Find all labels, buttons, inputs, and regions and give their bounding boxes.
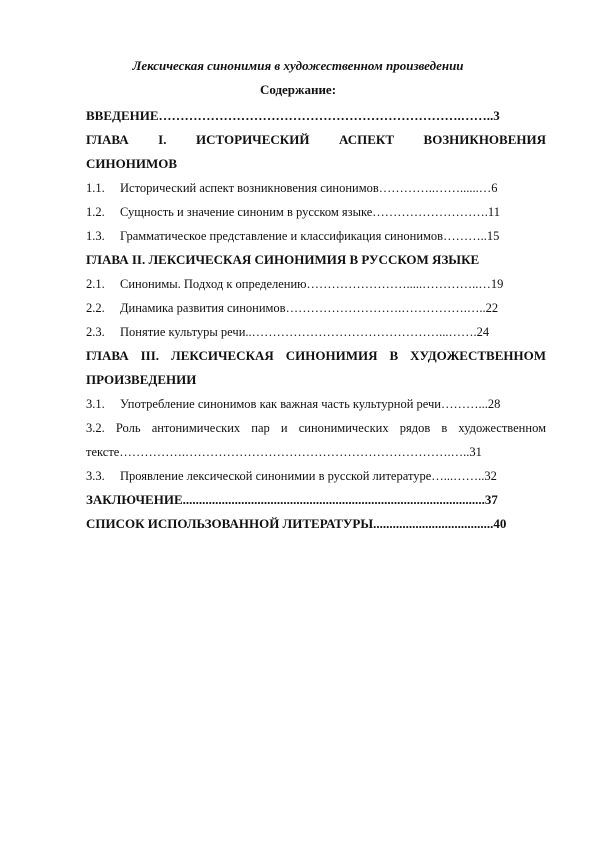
section-title: Понятие культуры речи..………………………………………...…….24 xyxy=(120,325,490,339)
section-number: 1.1. xyxy=(86,181,105,195)
toc-entry-3-1[interactable] xyxy=(86,392,546,416)
toc-chapter-2[interactable]: ГЛАВА II. ЛЕКСИЧЕСКАЯ СИНОНИМИЯ В РУССКОМ ЯЗЫКЕ xyxy=(86,252,480,267)
section-title-line-2: тексте…………….……………………………………………………….…..31 xyxy=(86,445,482,459)
toc-entry-2-1[interactable] xyxy=(86,272,546,296)
section-title: Употребление синонимов как важная часть культурной речи………...28 xyxy=(120,397,501,411)
toc-chapter-1-line-2[interactable]: СИНОНИМОВ xyxy=(86,156,177,171)
toc-entry-conclusion[interactable]: ЗАКЛЮЧЕНИЕ.............................................................................................37 xyxy=(86,492,498,507)
toc-entry-1-3[interactable] xyxy=(86,224,546,248)
section-number: 1.2. xyxy=(86,205,105,219)
toc-chapter-3-line-2[interactable]: ПРОИЗВЕДЕНИИ xyxy=(86,372,197,387)
section-title: Синонимы. Подход к определению…………………….....…………..…19 xyxy=(120,277,504,291)
toc-entry-2-2[interactable] xyxy=(86,296,546,320)
toc-chapter-1-line-1[interactable]: ГЛАВА I. ИСТОРИЧЕСКИЙ АСПЕКТ ВОЗНИКНОВЕНИЯ xyxy=(86,132,546,147)
section-title: Исторический аспект возникновения синонимов…………..……......…6 xyxy=(120,181,498,195)
toc-entry-2-3[interactable] xyxy=(86,320,546,344)
section-number: 1.3. xyxy=(86,229,105,243)
section-number: 3.3. xyxy=(86,469,105,483)
toc-entry-3-3[interactable] xyxy=(86,464,546,488)
section-title-line-1: 3.2. Роль антонимических пар и синонимических рядов в художественном xyxy=(86,421,546,435)
section-number: 2.3. xyxy=(86,325,105,339)
toc-entry-1-2[interactable] xyxy=(86,200,546,224)
section-title: Динамика развития синонимов……………………….…………….…..22 xyxy=(120,301,499,315)
contents-heading: Содержание: xyxy=(259,82,337,97)
toc-entry-intro[interactable]: ВВЕДЕНИЕ…………………………………………………………….……..3 xyxy=(86,108,500,123)
toc-chapter-3-line-1[interactable]: ГЛАВА III. ЛЕКСИЧЕСКАЯ СИНОНИМИЯ В ХУДОЖЕСТВЕННОМ xyxy=(86,348,546,363)
section-title: Сущность и значение синоним в русском языке……………………….11 xyxy=(120,205,500,219)
section-title: Проявление лексической синонимии в русской литературе…...……..32 xyxy=(120,469,497,483)
section-title: Грамматическое представление и классификация синонимов………..15 xyxy=(120,229,500,243)
toc-entry-3-2[interactable] xyxy=(86,416,546,464)
section-number: 3.1. xyxy=(86,397,105,411)
section-number: 2.1. xyxy=(86,277,105,291)
toc-entry-bibliography[interactable]: СПИСОК ИСПОЛЬЗОВАННОЙ ЛИТЕРАТУРЫ.....................................40 xyxy=(86,516,507,531)
toc-entry-1-1[interactable] xyxy=(86,176,546,200)
section-number: 2.2. xyxy=(86,301,105,315)
document-title: Лексическая синонимия в художественном произведении xyxy=(132,58,464,73)
table-of-contents xyxy=(86,104,546,536)
